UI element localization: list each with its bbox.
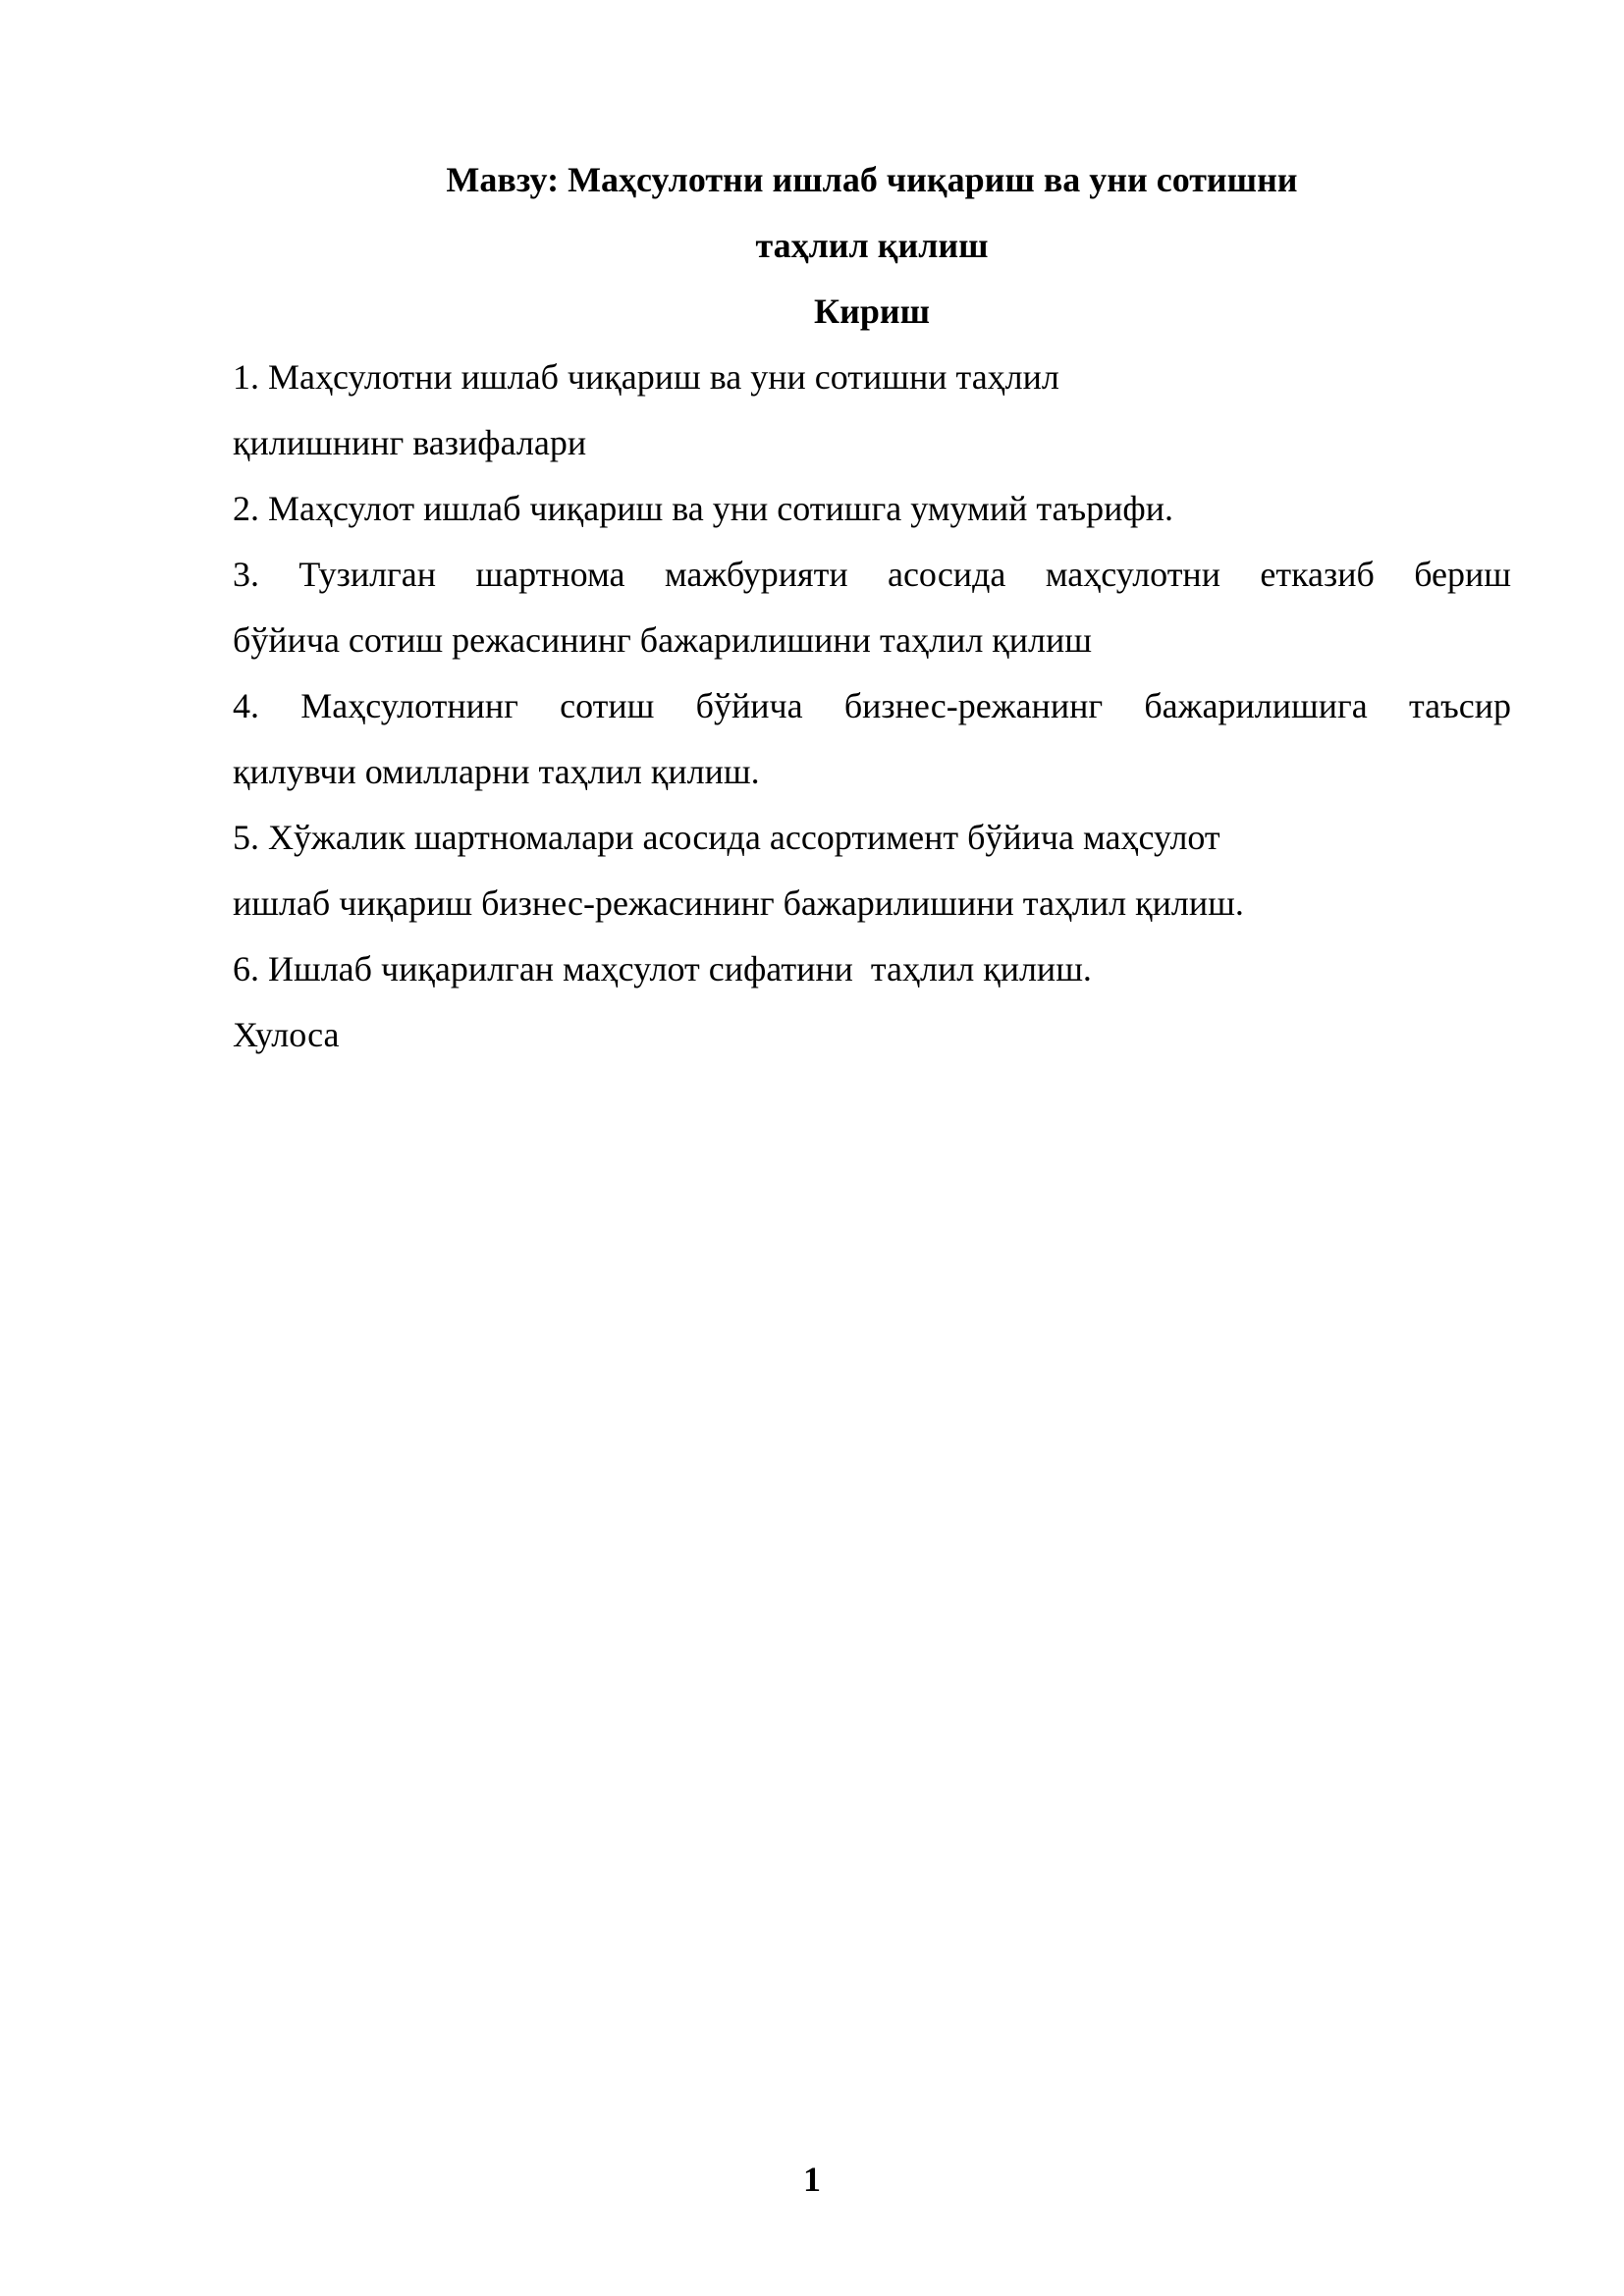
list-item-4-line-1: 4. Маҳсулотнинг сотиш бўйича бизнес-режанинг бажарилишига таъсир: [233, 686, 1511, 725]
list-item-5: [233, 805, 1511, 936]
list-item-1-line-1: 1. Маҳсулотни ишлаб чиқариш ва уни сотишни таҳлил: [233, 357, 1059, 397]
list-item-4: [233, 673, 1511, 805]
list-item-1-line-2: қилишнинг вазифалари: [233, 423, 587, 462]
document-title: [233, 147, 1511, 279]
title-line-2: таҳлил қилиш: [755, 226, 989, 265]
list-item-4-line-2: қилувчи омилларни таҳлил қилиш.: [233, 752, 760, 791]
conclusion-heading: Хулоса: [233, 1015, 340, 1054]
title-line-1: Мавзу: Маҳсулотни ишлаб чиқариш ва уни сотишни: [446, 160, 1298, 199]
list-item-6: [233, 936, 1511, 1002]
list-item-2-line-1: 2. Маҳсулот ишлаб чиқариш ва уни сотишга умумий таърифи.: [233, 489, 1173, 528]
list-item-5-line-1: 5. Хўжалик шартномалари асосида ассортимент бўйича маҳсулот: [233, 818, 1220, 857]
list-item-1: [233, 345, 1511, 476]
list-item-3-line-1: 3. Тузилган шартнома мажбурияти асосида маҳсулотни етказиб бериш: [233, 555, 1511, 594]
list-item-6-line-1: 6. Ишлаб чиқарилган маҳсулот сифатини таҳлил қилиш.: [233, 949, 1092, 988]
intro-heading: Кириш: [813, 292, 930, 331]
list-item-5-line-2: ишлаб чиқариш бизнес-режасининг бажарилишини таҳлил қилиш.: [233, 883, 1244, 923]
page-number: 1: [803, 2160, 821, 2199]
list-item-3-line-2: бўйича сотиш режасининг бажарилишини таҳлил қилиш: [233, 620, 1093, 660]
document-content: [233, 147, 1511, 1068]
list-item-2: [233, 476, 1511, 542]
list-item-3: [233, 542, 1511, 673]
